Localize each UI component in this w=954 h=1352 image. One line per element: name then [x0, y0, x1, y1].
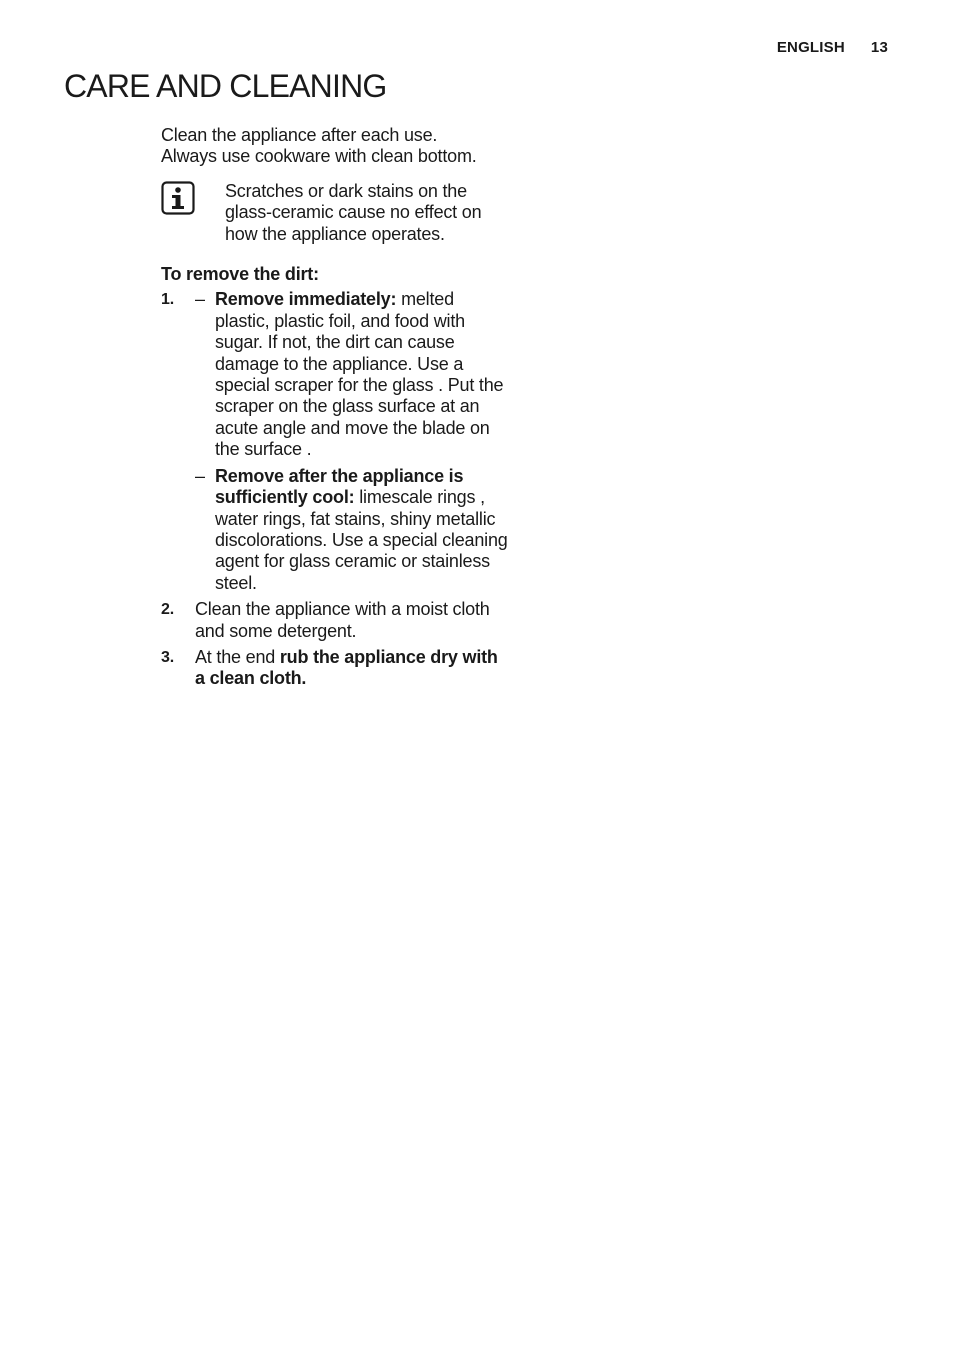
sub-item-text: limescale rings , water rings, fat stains, shiny metallic discolorations. Use a special cleaning agent for glass ceramic or stainless steel.: [215, 487, 508, 593]
sub-list: [195, 289, 511, 594]
step-1: [161, 289, 511, 594]
note-text: Scratches or dark stains on the glass-ceramic cause no effect on how the appliance operates.: [225, 180, 482, 244]
sub-item-bold: Remove immediately:: [215, 289, 397, 310]
sub-item-bold: Remove after the appliance is sufficiently cool:: [215, 465, 464, 508]
intro-line-2: Always use cookware with clean bottom.: [161, 146, 477, 167]
page-number: 13: [870, 39, 888, 56]
steps-list: [161, 289, 511, 689]
step-3: [161, 647, 511, 690]
page-header: [777, 39, 888, 56]
step-2: [161, 599, 511, 642]
dash-marker: –: [195, 289, 205, 310]
step-number: 2.: [161, 601, 174, 619]
step-number: 3.: [161, 648, 174, 666]
step-text: At the end: [195, 646, 280, 667]
intro: [161, 125, 511, 168]
sub-item-text: melted plastic, plastic foil, and food with sugar. If not, the dirt can cause damage to the appliance. Use a special scraper for the glass . Put the scraper on the glass surface at an acute angle and move the blade on the surface .: [215, 289, 504, 460]
step-bold-text: rub the appliance dry with a clean cloth.: [195, 646, 498, 689]
info-icon: [161, 181, 195, 215]
section-heading: To remove the dirt:: [161, 264, 319, 285]
dash-marker: –: [195, 465, 205, 486]
page-title: CARE AND CLEANING: [64, 68, 387, 104]
info-note: [161, 181, 511, 245]
content-column: [161, 125, 511, 695]
language-label: ENGLISH: [776, 39, 845, 56]
sub-item-remove-immediately: [195, 289, 511, 460]
step-number: 1.: [161, 291, 174, 309]
intro-line-1: Clean the appliance after each use.: [161, 125, 438, 145]
sub-item-remove-after-cool: [195, 466, 511, 594]
step-text: Clean the appliance with a moist cloth and some detergent.: [195, 599, 490, 641]
